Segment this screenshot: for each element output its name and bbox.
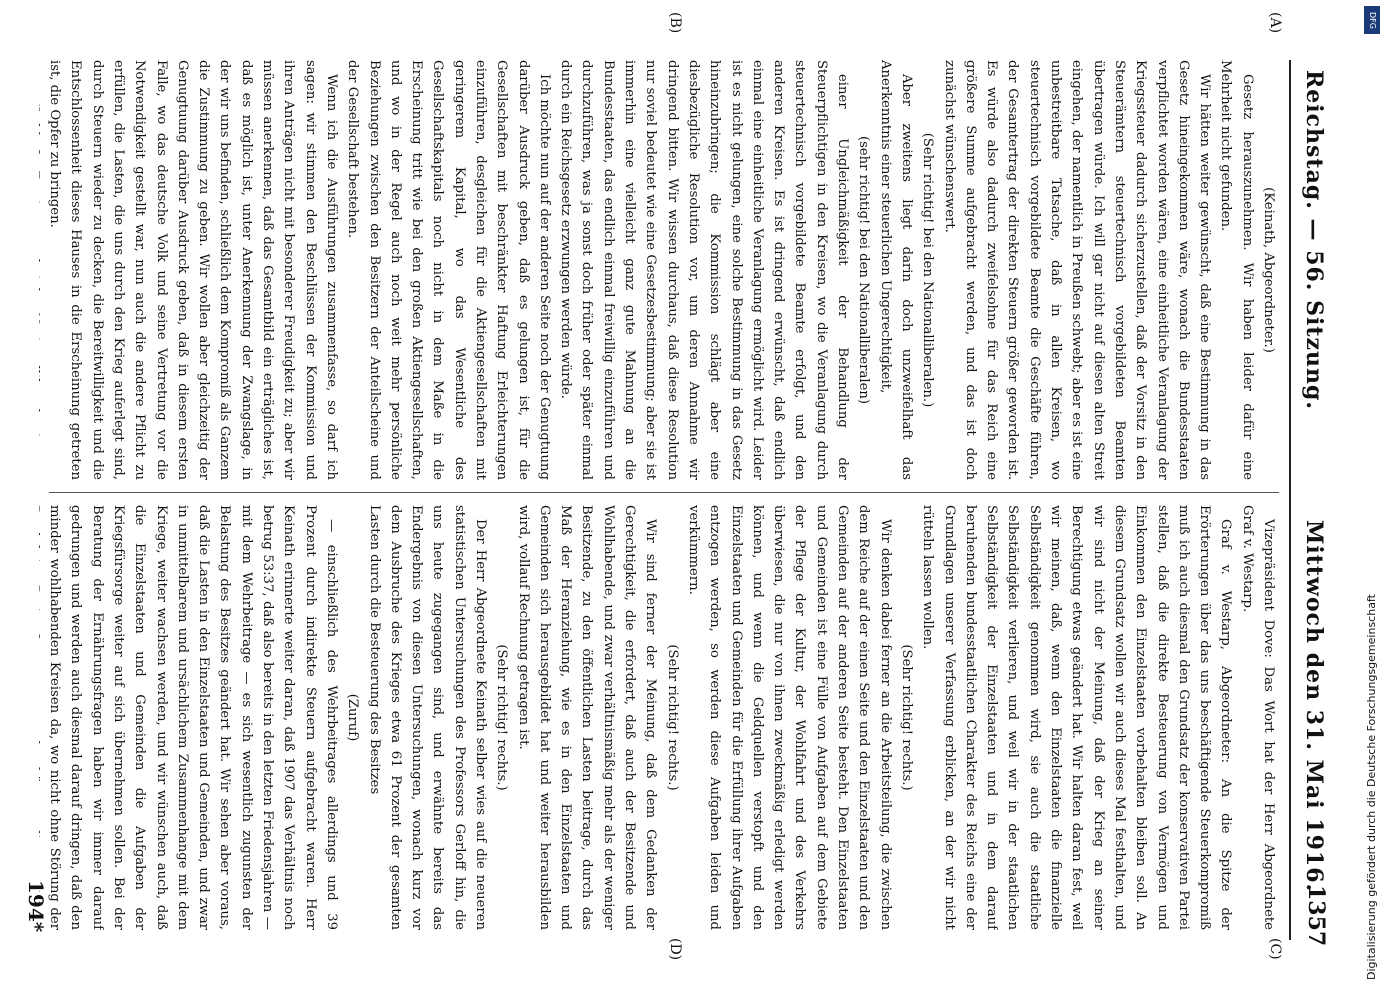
paragraph: (sehr richtig! bei den Nationalliberalen) <box>856 135 872 405</box>
paragraph: (Sehr richtig! rechts.) <box>664 644 680 791</box>
page-number: 1357 <box>1303 885 1329 947</box>
margin-mark-b: (B) <box>667 12 683 34</box>
margin-mark-c: (C) <box>1267 938 1283 960</box>
paragraph: (Sehr richtig! rechts.) <box>494 644 510 791</box>
paragraph <box>39 60 44 480</box>
paragraph: Vizepräsident Dove: Das Wort hat der Herr Abgeordnete Graf v. Westarp. <box>1239 505 1276 930</box>
footer-signature-number: 194* <box>24 880 48 933</box>
paragraph: (Sehr richtig! bei den Nationalliberalen.) <box>920 132 936 408</box>
paragraph: (Zuruf) <box>345 693 361 742</box>
header-rule <box>1289 60 1291 940</box>
paragraph: Wir denken dabei ferner an die Arbeitsteilung, die zwischen dem Reiche auf der einen Seite und den Einzelstaaten und den Gemeinden auf der anderen Seite besteht. Den Einzelstaaten und Gemeinden ist eine Fülle von Aufgaben auf dem Gebiete der Pflege der Kultur, der Wohlfahrt und des Verkehrs überwiesen, die nur von ihnen zweckmäßig erledigt werden können, und wenn die Geldquellen verstopft und den Einzelstaaten und Gemeinden für die Erfüllung ihrer Aufgaben entzogen werden, so werden diese Aufgaben leiden und verkümmern. <box>685 505 893 930</box>
paragraph: einer Ungleichmäßigkeit der Behandlung der Steuerpflichtigen in den Kreisen, wo die Veranlagung durch steuertechnisch vorgebildete Beamte erfolgt, und den anderen Kreisen. Es ist dringend erwünscht, daß endlich einmal eine einheitliche Veranlagung ermöglicht wird. Leider ist es nicht gelungen, eine solche Bestimmung in das Gesetz hineinzubringen; die Kommission schlägt aber eine diesbezügliche Resolution vor, um deren Annahme wir dringend bitten. Wir wissen durchaus, daß diese Resolution nur soviel bedeutet wie eine Gesetzesbestimmung; aber sie ist immerhin eine vielleicht ganz gute Mahnung an die Bundesstaaten, das endlich einmal freiwillig einzuführen und durchzuführen, was ja sonst doch früher oder später einmal durch ein Reichsgesetz erzwungen werden würde. <box>558 60 851 480</box>
paragraph: Wir hätten weiter gewünscht, daß eine Bestimmung in das Gesetz hineingekommen wäre, wonach die Bundesstaaten verpflichtet worden wären, eine einheitliche Veranlagung der Kriegssteuer dadurch sicherzustellen, daß der Vorsitz in den Steuerämtern steuertechnisch vorgebildeten Beamten übertragen würde. Ich will gar nicht auf diesen alten Streit eingehen, der namentlich in Preußen schwebt; aber es ist eine unbestreitbare Tatsache, daß in allen Kreisen, wo steuertechnisch vorgebildete Beamte die Geschäfte führen, der Gesamtertrag der direkten Steuern größer geworden ist. Es würde also dadurch zweifelsohne für das Reich eine größere Summe aufgebracht werden, und das ist doch zunächst wünschenswert. <box>941 60 1213 480</box>
paragraph: Der Herr Abgeordnete Keinath selber wies auf die neueren statistischen Untersuchungen des Professors Gerloff hin, die uns heute zugegangen sind, und erwähnte bereits das Endergebnis von diesen Untersuchungen, wonach kurz vor dem Ausbruche des Krieges etwa 61 Prozent der gesamten Lasten durch die Besteuerung des Besitzes <box>366 505 489 930</box>
header-left-title: Reichstag. — 56. Sitzung. <box>1301 70 1327 411</box>
paragraph: Aber zweitens liegt darin doch unzweifelhaft das Anerkenntnis einer steuerlichen Ungerechtigkeit, <box>877 60 914 480</box>
paragraph: (Sehr richtig! rechts.) <box>898 644 914 791</box>
digitization-credit: Digitalisierung gefördert durch die Deutsche Forschungsgemeinschaft <box>1365 594 1378 980</box>
paragraph: Wenn ich die Ausführungen zusammenfasse, so darf ich sagen: wir stimmen den Beschlüssen der Kommission und ihren Anträgen nicht mit besonderer Freudigkeit zu; aber wir müssen anerkennen, daß das Gesamtbild ein erträgliches ist, daß es möglich ist, unter Anerkennung der Zwangslage, in der wir uns befinden, schließlich dem Kompromiß als Ganzem die Zustimmung zu geben. Wir wollen aber gleichzeitig der Genugtuung darüber Ausdruck geben, daß in diesem ersten Falle, wo das deutsche Volk und seine Vertretung vor die Notwendigkeit gestellt war, nun auch die andere Pflicht zu erfüllen, die Lasten, die uns durch den Krieg auferlegt sind, durch Steuern wieder zu decken, die Bereitwilligkeit und die Entschlossenheit dieses Hauses in die Erscheinung getreten ist, die Opfer zu bringen. <box>47 60 339 480</box>
paragraph: (Keinath, Abgeordneter.) <box>1261 187 1276 353</box>
text-column-left <box>39 60 1279 480</box>
digitization-sidebar <box>1361 0 1383 1000</box>
paragraph: — einschließlich des Wehrbeitrages allerdings und 39 Prozent durch indirekte Steuern aufgebracht waren. Herr Keinath erinnerte weiter daran, daß 1907 das Verhältnis noch betrug 53:37, daß also bereits in den letzten Friedensjahren — mit dem Wehrbeitrage — es sich wesentlich zugunsten der Belastung des Besitzes geändert hat. Wir sehen aber voraus, daß die Lasten in den Einzelstaaten und Gemeinden, und zwar in unmittelbarem und ursächlichem Zusammenhange mit dem Kriege, weiter wachsen werden, und wir wünschen auch, daß die Einzelstaaten und Gemeinden die Aufgaben der Kriegsfürsorge weiter auf sich übernehmen sollen. Bei der Beratung der Ernährungsfragen haben wir immer darauf gedrungen und werden auch diesmal darauf dringen, daß den minder wohlhabenden Kreisen da, wo nicht ohne Störung der <box>47 505 339 930</box>
paragraph: Gesetz herauszunehmen. Wir haben leider dafür eine Mehrheit nicht gefunden. <box>1218 60 1255 480</box>
column-divider <box>49 492 1279 493</box>
text-column-right <box>39 505 1279 930</box>
paragraph: Wir sind ferner der Meinung, daß dem Gedanken der Gerechtigkeit, die erfordert, daß auch der Besitzende und Wohlhabende, und zwar verhältnismäßig mehr als der weniger Besitzende, zu den öffentlichen Lasten beitrage, durch das Maß der Heranziehung, wie es in den Einzelstaaten und Gemeinden sich herausgebildet hat und weiter herausbilden wird, vollauf Rechnung getragen ist. <box>515 505 659 930</box>
paragraph: Graf v. Westarp, Abgeordneter: An die Spitze der Erörterungen über das uns beschäftigende Steuerkompromiß muß ich auch diesmal den Grundsatz der konservativen Partei stellen, daß die direkte Besteuerung von Vermögen und Einkommen den Einzelstaaten vorbehalten bleiben soll. An diesem Grundsatz wollen wir auch dieses Mal festhalten, und wir sind nicht der Meinung, daß der Krieg an seiner Berechtigung etwas geändert hat. Wir halten daran fest, weil wir meinen, daß, wenn den Einzelstaaten die finanzielle Selbständigkeit genommen wird, sie auch die staatliche Selbständigkeit verlieren, und weil wir in der staatlichen Selbständigkeit der Einzelstaaten und in dem darauf beruhenden bundesstaatlichen Charakter des Reichs eine der Grundlagen unserer Verfassung erblicken, an der wir nicht rütteln lassen wollen. <box>920 505 1234 930</box>
page-header <box>1299 0 1335 1000</box>
header-right-title: Mittwoch den 31. Mai 1916. <box>1301 520 1327 893</box>
paragraph: Ich möchte nun auf der anderen Seite noch der Genugtuung darüber Ausdruck geben, daß es gelungen ist, für die Gesellschaften mit beschränkter Haftung Erleichterungen einzuführen, desgleichen für die Aktiengesellschaften mit geringerem Kapital, wo das Wesentliche des Gesellschaftskapitals noch nicht in dem Maße in die Erscheinung tritt wie bei den großen Aktiengesellschaften, und wo in der Regel auch noch weit mehr persönliche Beziehungen zwischen den Besitzern der Anteilscheine und der Gesellschaft bestehen. <box>345 60 552 480</box>
margin-mark-a: (A) <box>1267 12 1283 34</box>
dfg-logo: DFG <box>1364 6 1380 34</box>
margin-mark-d: (D) <box>667 938 683 961</box>
